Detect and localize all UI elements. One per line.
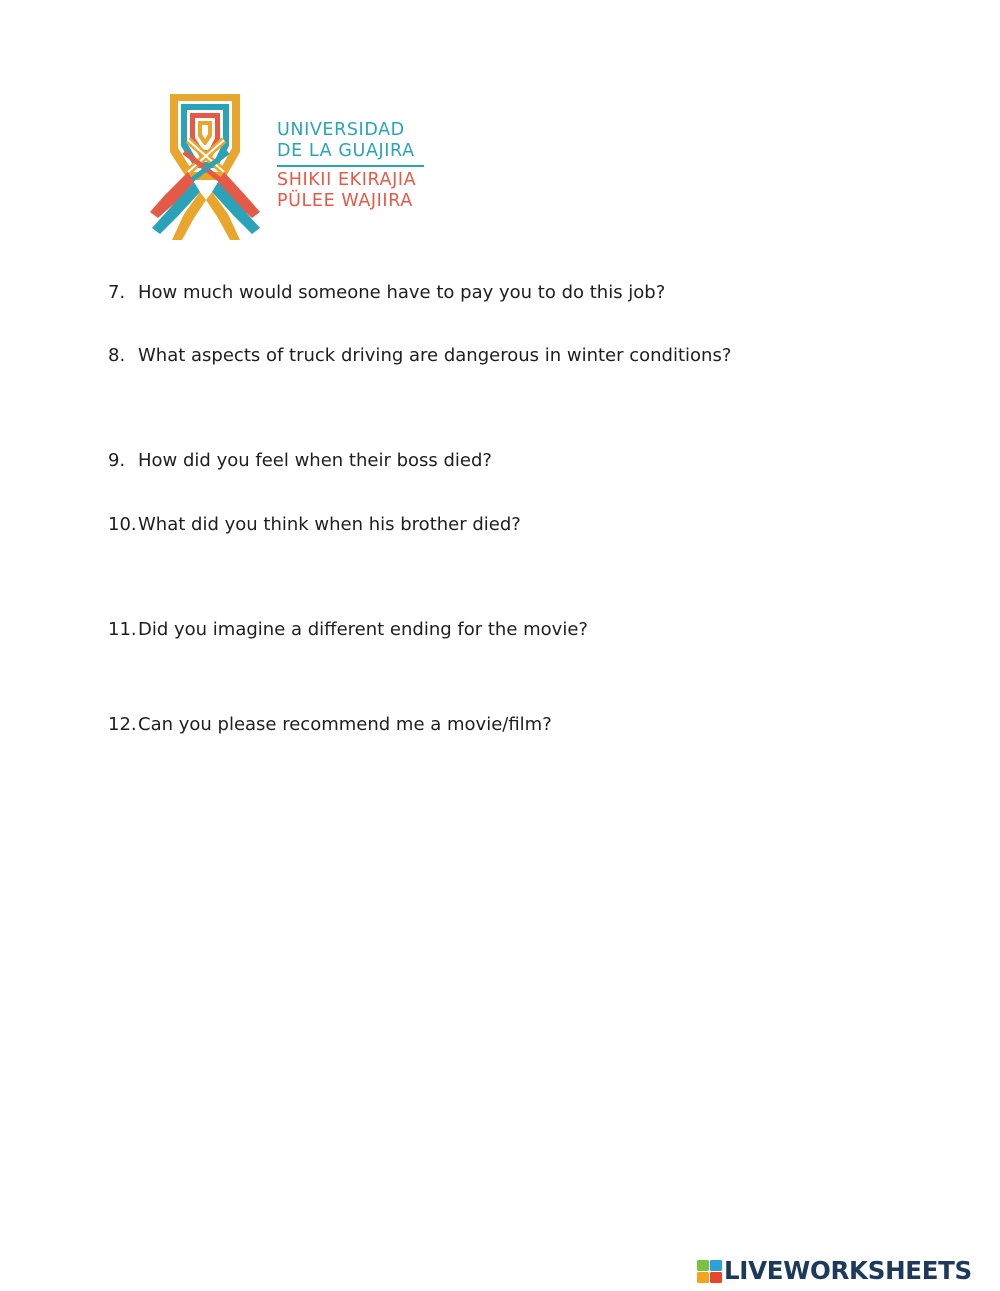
question-9 [108,450,492,472]
university-name-line-1: UNIVERSIDAD [277,120,405,140]
question-10 [108,514,521,536]
question-text: Can you please recommend me a movie/film? [138,714,552,735]
university-name-line-4: PÜLEE WAJIIRA [277,190,413,211]
liveworksheets-logo-icon [697,1260,723,1284]
question-12 [108,714,552,736]
question-number: 12. [108,714,137,735]
liveworksheets-brand [697,1256,997,1286]
question-8 [108,345,731,367]
logo-divider [277,165,424,167]
question-text: What aspects of truck driving are dangerous in winter conditions? [138,345,732,366]
university-name [277,120,437,212]
question-text: How did you feel when their boss died? [138,450,492,471]
university-emblem-icon [148,92,264,242]
university-name-line-3: SHIKII EKIRAJIA [277,169,417,190]
question-7 [108,282,665,304]
liveworksheets-wordmark: LIVEWORKSHEETS [724,1256,972,1285]
question-number: 8. [108,345,126,366]
question-number: 11. [108,619,137,640]
question-number: 10. [108,514,137,535]
university-name-line-2: DE LA GUAJIRA [277,141,415,161]
question-11 [108,619,588,641]
question-number: 9. [108,450,126,471]
question-text: Did you imagine a different ending for the movie? [138,619,588,640]
question-text: What did you think when his brother died? [138,514,521,535]
question-text: How much would someone have to pay you to do this job? [138,282,666,303]
question-number: 7. [108,282,126,303]
university-logo [148,92,438,244]
